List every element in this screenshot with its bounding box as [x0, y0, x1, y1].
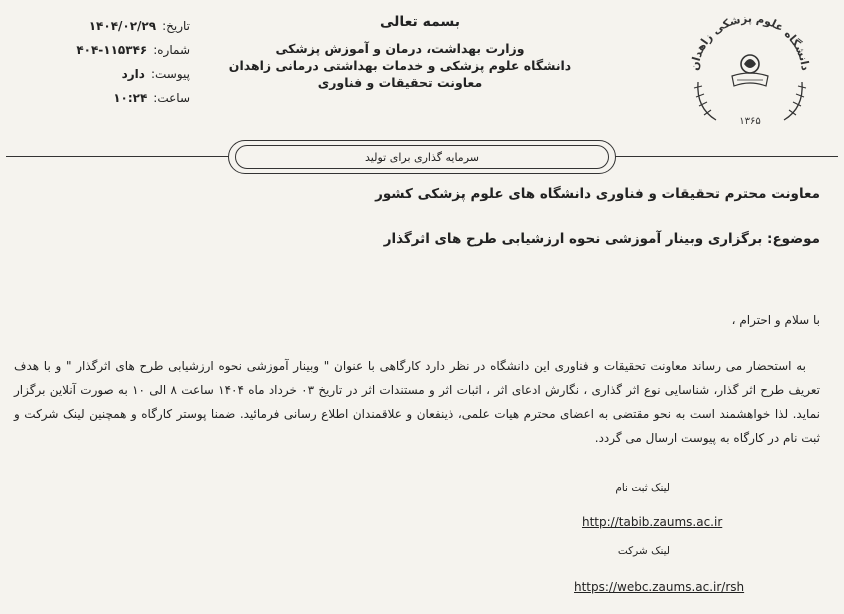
date-label: تاریخ:	[162, 19, 190, 33]
university-logo	[674, 12, 826, 130]
body-paragraph: به استحضار می رساند معاونت تحقیقات و فناوری این دانشگاه در نظر دارد کارگاهی با عنوان " وبینار آموزشی نحوه ارزشیابی طرح های اثرگذار " و با هدف تعریف طرح اثر گذار، شناسایی نوع اثر گذاری ، نگارش ادعای اثر ، اثبات اثر و مستندات اثر در تاریخ ۰۳ خرداد ماه ۱۴۰۴ ساعت ۸ الی ۱۰ به صورت آنلاین برگزار نماید. لذا خواهشمند است به نحو مقتضی به اعضای محترم هیات علمی، ذینفعان و علاقمندان اطلاع رسانی فرمائید. ضمنا پوستر کارگاه و همچنین لینک شرکت و ثبت نام در کارگاه به پیوست ارسال می گردد.	[14, 359, 820, 445]
meta-number	[20, 38, 190, 62]
slogan-text: سرمایه گذاری برای تولید	[235, 145, 609, 169]
subject-label: موضوع:	[767, 231, 820, 247]
meta-time	[20, 86, 190, 110]
subject-line	[384, 231, 820, 247]
greeting: با سلام و احترام ،	[731, 313, 820, 327]
letter-body	[14, 354, 820, 450]
university-emblem-icon	[674, 12, 826, 130]
slogan-banner	[228, 140, 616, 174]
date-value: ۱۴۰۴/۰۲/۲۹	[88, 19, 157, 33]
time-label: ساعت:	[153, 91, 190, 105]
attachment-value: دارد	[121, 67, 145, 81]
meta-date	[20, 14, 190, 38]
meta-attachment	[20, 62, 190, 86]
registration-link-label: لینک ثبت نام	[615, 482, 670, 494]
time-value: ۱۰:۲۴	[113, 91, 148, 105]
ministry-line-2: دانشگاه علوم پزشکی و خدمات بهداشتی درمانی زاهدان	[228, 58, 572, 73]
number-value: ۴۰۴-۱۱۵۳۴۶	[76, 43, 148, 57]
ministry-line-1: وزارت بهداشت، درمان و آموزش پزشکی	[275, 41, 525, 56]
recipient-line: معاونت محترم تحقیقات و فناوری دانشگاه های علوم پزشکی کشور	[375, 186, 820, 202]
participation-link-label: لینک شرکت	[617, 545, 670, 557]
ministry-line-3: معاونت تحقیقات و فناوری	[317, 75, 483, 90]
letter-heading: بسمه تعالی	[379, 14, 461, 30]
registration-link[interactable]: http://tabib.zaums.ac.ir	[582, 515, 723, 529]
participation-link[interactable]: https://webc.zaums.ac.ir/rsh	[574, 580, 745, 594]
subject-text: برگزاری وبینار آموزشی نحوه ارزشیابی طرح های اثرگذار	[383, 231, 763, 247]
attachment-label: پیوست:	[150, 67, 190, 81]
logo-year: ۱۳۶۵	[739, 116, 761, 127]
logo-arc-text: دانشگاه علوم پزشکی زاهدان	[687, 12, 812, 72]
letter-meta	[20, 14, 190, 110]
ministry-header	[220, 40, 580, 91]
number-label: شماره:	[153, 43, 190, 57]
